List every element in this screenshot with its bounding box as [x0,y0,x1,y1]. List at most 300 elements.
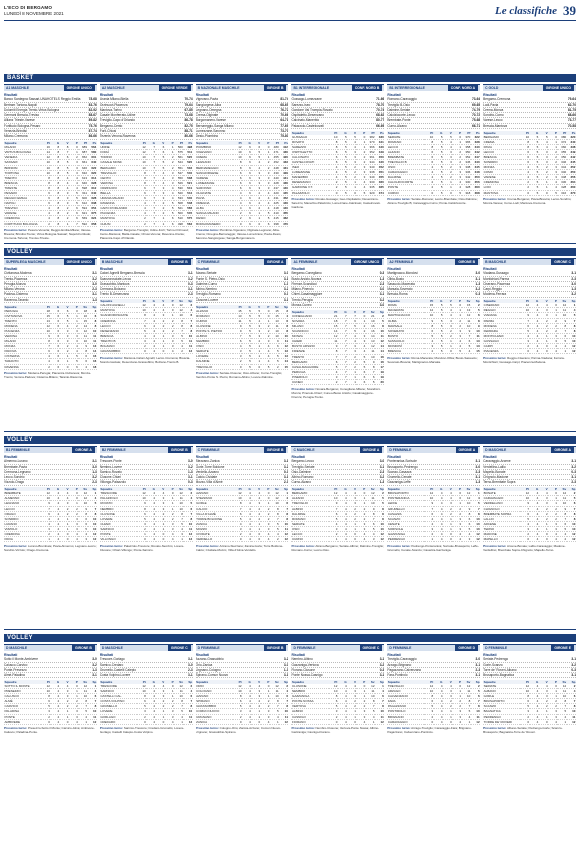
stat-cell: 0 [548,135,557,140]
results-label: Risultati [99,652,114,657]
match-score: 3-2 [571,292,576,297]
table-row [387,719,480,724]
stat-cell: 4 [242,521,251,526]
stat-cell: 1 [347,521,356,526]
stat-cell: 348 [471,170,480,175]
table-row [100,537,193,542]
match-teams: Sarnico-Rovato [99,469,122,474]
stat-cell: 4 [520,170,529,175]
stat-cell: 0 [356,684,365,689]
stat-cell: 11 [183,714,192,719]
stat-cell: 0 [539,537,548,542]
stat-cell: 4 [452,537,461,542]
match-score: 3-0 [188,662,193,667]
result-row [387,673,480,678]
col-header: Sp [567,487,576,491]
stat-cell: 349 [366,175,375,180]
stat-cell: 10 [41,170,50,175]
stat-cell: 4 [279,689,288,694]
stat-cell: 4 [146,338,155,343]
stat-cell: 0 [156,719,165,724]
stat-cell: 4 [137,333,146,338]
stat-cell: 1 [356,139,365,144]
team-name: ALBINO [291,709,328,714]
stat-cell: 2 [156,201,165,206]
col-header: Pt [41,305,50,309]
stat-cell: 5 [60,313,69,318]
stat-cell: 12 [174,491,183,496]
stat-cell: 4 [452,185,461,190]
match-score: 2-3 [188,667,193,672]
match-score: 73-64 [471,97,481,102]
team-name: VERDELLINO [483,501,520,506]
standings-table [387,487,480,542]
match-teams: Costa Volpino-Lovere [99,673,131,678]
col-header: P [548,299,557,303]
stat-cell: 440 [279,206,288,211]
match-teams: Nembro-Albino [291,657,313,662]
standings-column [4,644,97,844]
stat-cell: 2 [443,699,452,704]
stat-cell: 6 [233,185,242,190]
next-round-label: Prossimo turno: [291,543,315,548]
stat-cell: 2 [375,314,384,319]
col-header: Pt [329,131,338,135]
stat-cell: 7 [520,506,529,511]
table-row [100,349,193,354]
stat-cell: 4 [548,531,557,536]
stat-cell: 4 [60,323,69,328]
team-name: LUMEZZANE [291,170,328,175]
stat-cell: 540 [183,196,192,201]
match-teams: Nembro-Lovere [99,464,122,469]
match-teams: Torre de' Roveri-Albano [483,667,517,672]
stat-cell: 4 [530,714,539,719]
col-header: Sp [88,305,97,309]
stat-cell: 4 [146,709,155,714]
stat-cell: 8 [41,180,50,185]
stat-cell: 3 [69,714,78,719]
stat-cell: 1 [279,491,288,496]
stat-cell: 12 [78,684,87,689]
stat-cell: 4 [452,719,461,724]
match-teams: Bertram Tortona-Napoli [4,102,37,107]
stat-cell: 4 [69,531,78,536]
stat-cell: 2 [156,318,165,323]
stat-cell: 6 [50,309,59,314]
stat-cell: 12 [462,684,471,689]
results-label: Risultati [291,454,305,459]
next-round [291,387,384,399]
stat-cell: 4 [165,719,174,724]
team-name: TORRE DE' ROVERI [483,719,520,724]
stat-cell: 4 [539,303,548,308]
stat-cell: 2 [452,160,461,165]
match-teams: Lumezzane-Saronno [195,129,226,134]
match-score: 66-69 [376,123,385,128]
stat-cell: 1 [261,689,270,694]
col-header: V [443,680,452,684]
stat-cell: 5 [434,135,443,140]
match-teams: Verdello-Azzano [195,469,219,474]
match-score: 75-68 [471,118,481,123]
team-name: TORRE BOLDONE [196,516,233,521]
stat-cell: 2 [452,511,461,516]
match-score: 0-3 [283,469,289,474]
stat-cell: 0 [156,531,165,536]
stat-cell: 4 [146,343,155,348]
team-name: PEDRENGO [483,714,520,719]
league-header [483,84,576,91]
stat-cell: 612 [78,201,87,206]
stat-cell: 340 [471,160,480,165]
stat-cell: 6 [41,349,50,354]
league-header [291,644,384,651]
stat-cell: 4 [146,328,155,333]
stat-cell: 4 [242,694,251,699]
stat-cell: 5 [156,165,165,170]
stat-cell: 12 [88,531,97,536]
results-label: Risultati [4,266,18,271]
stat-cell: 12 [88,537,97,542]
team-name: SARNICO [100,526,137,531]
stat-cell: 17 [375,364,384,369]
col-header: Sp [471,299,480,303]
stat-cell: 3 [452,175,461,180]
stat-cell: 11 [183,526,192,531]
stat-cell: 12 [183,719,192,724]
stat-cell: 1 [452,313,461,318]
stat-cell: 7 [471,699,480,704]
stat-cell: 425 [270,201,279,206]
col-header: V [251,305,260,309]
stat-cell: 5 [137,516,146,521]
stat-cell: 10 [41,328,50,333]
stat-cell: 4 [233,344,242,349]
stat-cell: 4 [251,491,260,496]
stat-cell: 5 [530,165,539,170]
stat-cell: 1 [548,139,557,144]
stat-cell: 10 [366,354,375,359]
stat-cell: 2 [356,154,365,159]
col-header: G [242,680,251,684]
stat-cell: 4 [146,521,155,526]
next-round-label: Prossimo turno: [99,543,123,548]
stat-cell: 5 [251,155,260,160]
stat-cell: 4 [242,699,251,704]
col-header: G [242,487,251,491]
col-header: P [356,487,365,491]
team-name: GRUMELLO [100,704,137,709]
stat-cell: 1 [251,216,260,221]
team-name: TERNO [483,526,520,531]
page-title-block [495,5,576,18]
stat-cell: 6 [279,501,288,506]
stat-cell: 6 [137,190,146,195]
stat-cell: 548 [183,201,192,206]
stat-cell: 3 [165,180,174,185]
league-name: D FEMMINILE [293,646,316,650]
stat-cell: 1 [548,694,557,699]
match-teams: Martignacco-Mondovì [387,271,418,276]
stat-cell: 6 [242,145,251,150]
stat-cell: 7 [338,318,347,323]
stat-cell: 0 [165,308,174,313]
stat-cell: 4 [233,201,242,206]
stat-cell: 16 [375,359,384,364]
stat-cell: 4 [530,318,539,323]
stat-cell: 4 [50,516,59,521]
match-score: 3-0 [188,459,193,464]
team-name: PONTE [4,714,41,719]
stat-cell: 2 [539,516,548,521]
stat-cell: 4 [520,521,529,526]
match-teams: Fara-Pontirolo [387,673,408,678]
group-badge: GIRONE B [168,259,191,265]
stat-cell: 10 [233,150,242,155]
stat-cell: 6 [242,160,251,165]
stat-cell: 4 [50,689,59,694]
stat-cell: 2 [548,318,557,323]
stat-cell: 345 [471,165,480,170]
col-header: G [530,131,539,135]
stat-cell: 562 [183,221,192,226]
stat-cell: 5 [338,144,347,149]
stat-cell: 2 [356,506,365,511]
stat-cell: 10 [233,155,242,160]
stat-cell: 3 [539,501,548,506]
stat-cell: 2 [548,699,557,704]
stat-cell: 2 [539,506,548,511]
col-header: P [69,487,78,491]
stat-cell: 7 [338,339,347,344]
match-teams: Pagazzano-Calvenzano [387,667,422,672]
team-name: CENTO [100,175,137,180]
team-name: MADONE [483,531,520,536]
team-name: SERIATE [291,521,328,526]
stat-cell: 4 [78,714,87,719]
stat-cell: 8 [279,328,288,333]
next-round-fixtures: Bergamo-Treviglio; Udine-Forlì; Torino-Orzinuovi; Cento-Mantova; Biella-Casale; Chiusi-Verona; Ravenna-Urania; Piacenza-Capo d'Orlando. [99,228,190,240]
league-header [387,446,480,453]
stat-cell: 8 [137,175,146,180]
stat-cell: 3 [69,170,78,175]
match-teams: Bergamo-Conegliano [291,271,322,276]
stat-cell: 4 [462,714,471,719]
stat-cell: 5 [242,349,251,354]
league-header [387,258,480,265]
standings-table [387,131,480,196]
stat-cell: 1 [165,313,174,318]
col-header-team: Squadre [100,680,137,684]
stat-cell: 2 [69,323,78,328]
league-header [196,84,289,91]
stat-cell: 7 [174,516,183,521]
stat-cell: 1 [452,501,461,506]
stat-cell: 10 [78,501,87,506]
stat-cell: 3 [69,160,78,165]
stat-cell: 13 [88,344,97,349]
stat-cell: 1 [548,308,557,313]
stat-cell: 2 [443,704,452,709]
stat-cell: 3 [60,339,69,344]
league-name: C MASCHILE [293,448,315,452]
next-round-label: Prossimo turno: [483,355,507,360]
stat-cell: 2 [520,343,529,348]
stat-cell: 4 [530,506,539,511]
stat-cell: 1 [356,689,365,694]
team-name: TREVIGLIO [387,684,424,689]
stat-cell: 1 [443,338,452,343]
stat-cell: 6 [50,359,59,364]
stat-cell: 5 [60,318,69,323]
team-name: CARAVAGGIO [387,170,424,175]
stat-cell: 2 [347,354,356,359]
team-name: SERIATE [387,135,424,140]
stat-cell: 4 [434,709,443,714]
stat-cell: 15 [270,309,279,314]
match-teams: Sotto il Monte-Ambivere [4,657,39,662]
stat-cell: 4 [146,318,155,323]
stat-cell: 8 [279,704,288,709]
stat-cell: 638 [88,201,97,206]
col-header-team: Squadre [387,131,424,135]
stat-cell: 7 [557,328,566,333]
match-teams: Gussago-Lumezzane [291,97,322,102]
stat-cell: 11 [375,714,384,719]
stat-cell: 5 [424,704,433,709]
standings-table [100,299,193,354]
group-badge: GIRONE A [72,447,95,453]
stat-cell: 21 [366,314,375,319]
stat-cell: 2 [452,149,461,154]
team-name: MANTOVA [100,216,137,221]
next-round [4,726,97,734]
stat-cell: 1 [539,180,548,185]
stat-cell: 6 [50,323,59,328]
stat-cell: 4 [434,511,443,516]
stat-cell: 4 [530,511,539,516]
stat-cell: 3 [443,149,452,154]
stat-cell: 4 [60,175,69,180]
next-round-label: Prossimo turno: [99,726,123,731]
results-label: Risultati [483,454,497,459]
stat-cell: 4 [530,491,539,496]
stat-cell: 9 [424,318,433,323]
col-header: Pt [424,487,433,491]
match-teams: Scanzorosciate-Lecco [99,276,132,281]
team-name: MILANO [4,145,41,150]
col-header: V [539,487,548,491]
team-name: CARAVAGGIO [387,719,424,724]
stat-cell: 4 [41,516,50,521]
table-row [100,719,193,724]
standings-column [387,644,480,844]
match-score: 3-1 [571,459,576,464]
stat-cell: 4 [347,144,356,149]
stat-cell: 8 [471,704,480,709]
team-name: AZZANO [196,491,233,496]
stat-cell: 9 [366,506,375,511]
stat-cell: 6 [78,359,87,364]
stat-cell: 1 [156,221,165,226]
stat-cell: 12 [366,491,375,496]
next-round [100,356,193,364]
league-header [387,644,480,651]
stat-cell: 0 [539,343,548,348]
stat-cell: 2 [261,516,270,521]
match-score: 3-1 [188,287,193,292]
team-name: LECCO [291,531,328,536]
standings-table [291,131,384,196]
stat-cell: 4 [530,516,539,521]
stat-cell: 2 [233,531,242,536]
stat-cell: 4 [233,190,242,195]
league-name: A2 FEMMINILE [389,260,414,264]
team-name: BERGAMO [291,491,328,496]
stat-cell: 2 [60,349,69,354]
stat-cell: 6 [424,328,433,333]
stat-cell: 8 [50,211,59,216]
stat-cell: 4 [347,339,356,344]
team-name: BRUSAPORTO [387,491,424,496]
stat-cell: 2 [60,511,69,516]
stat-cell: 10 [520,308,529,313]
stat-cell: 3 [251,180,260,185]
stat-cell: 340 [557,170,566,175]
stat-cell: 5 [242,344,251,349]
stat-cell: 9 [462,328,471,333]
match-score: 3-1 [379,292,385,297]
group-badge: GIRONE B [72,645,95,651]
stat-cell: 4 [183,689,192,694]
col-header: V [443,487,452,491]
team-name: BONATE [483,491,520,496]
stat-cell: 7 [375,699,384,704]
stat-cell: 4 [69,537,78,542]
col-header: G [242,305,251,309]
stat-cell: 4 [530,689,539,694]
team-name: MANERBIO [291,175,328,180]
match-score: 3-2 [379,662,385,667]
league-header [196,446,289,453]
team-name: VERONA [100,180,137,185]
stat-cell: 3 [462,537,471,542]
team-name: VILLONGO [100,537,137,542]
stat-cell: 6 [347,318,356,323]
stat-cell: 7 [471,506,480,511]
match-score: 3-1 [92,271,97,276]
team-name: VERONA [4,334,41,339]
stat-cell: 5 [242,309,251,314]
stat-cell: 4 [375,689,384,694]
stat-cell: 4 [50,496,59,501]
stat-cell: 12 [366,344,375,349]
team-name: ALZANO [196,309,233,314]
stat-cell: 8 [375,511,384,516]
stat-cell: 4 [242,516,251,521]
stat-cell: 9 [520,313,529,318]
stat-cell: 4 [530,303,539,308]
stat-cell: 4 [338,501,347,506]
stat-cell: 14 [41,150,50,155]
team-name: SCANZO [483,704,520,709]
stat-cell: 6 [279,694,288,699]
col-header: P [356,131,365,135]
team-name: RAVENNA [4,364,41,369]
stat-cell: 10 [270,328,279,333]
team-name: SOVERATO [387,328,424,333]
